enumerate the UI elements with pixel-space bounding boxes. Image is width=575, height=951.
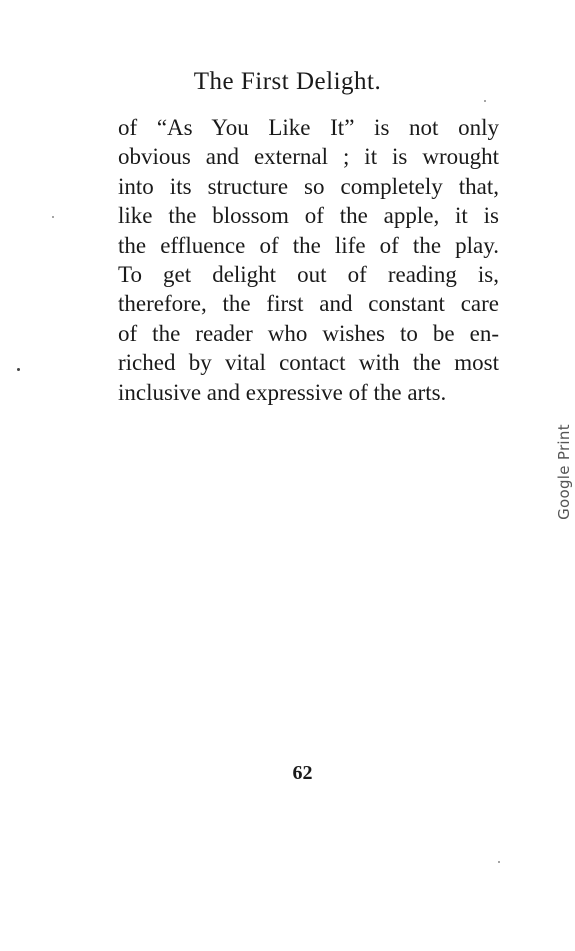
scan-speck: [484, 100, 486, 102]
text-line: obvious and external ; it is wrought: [118, 144, 499, 170]
text-line: inclusive and expressive of the arts.: [118, 379, 447, 405]
text-line: riched by vital contact with the most: [118, 350, 499, 376]
running-head: The First Delight.: [193, 68, 382, 95]
page-number: 62: [292, 762, 313, 784]
body-paragraph: [118, 113, 499, 407]
text-line: the effluence of the life of the play.: [118, 232, 499, 258]
text-line: like the blossom of the apple, it is: [118, 203, 499, 229]
text-line: therefore, the first and constant care: [118, 291, 499, 317]
text-line: To get delight out of reading is,: [118, 262, 499, 288]
google-print-watermark: Google Print: [555, 424, 573, 520]
scan-speck: [52, 216, 54, 218]
text-line: into its structure so completely that,: [118, 173, 499, 199]
scan-speck: [17, 368, 20, 371]
text-line: of “As You Like It” is not only: [118, 115, 499, 140]
text-line: of the reader who wishes to be en-: [118, 320, 499, 346]
scan-speck: [498, 861, 500, 863]
